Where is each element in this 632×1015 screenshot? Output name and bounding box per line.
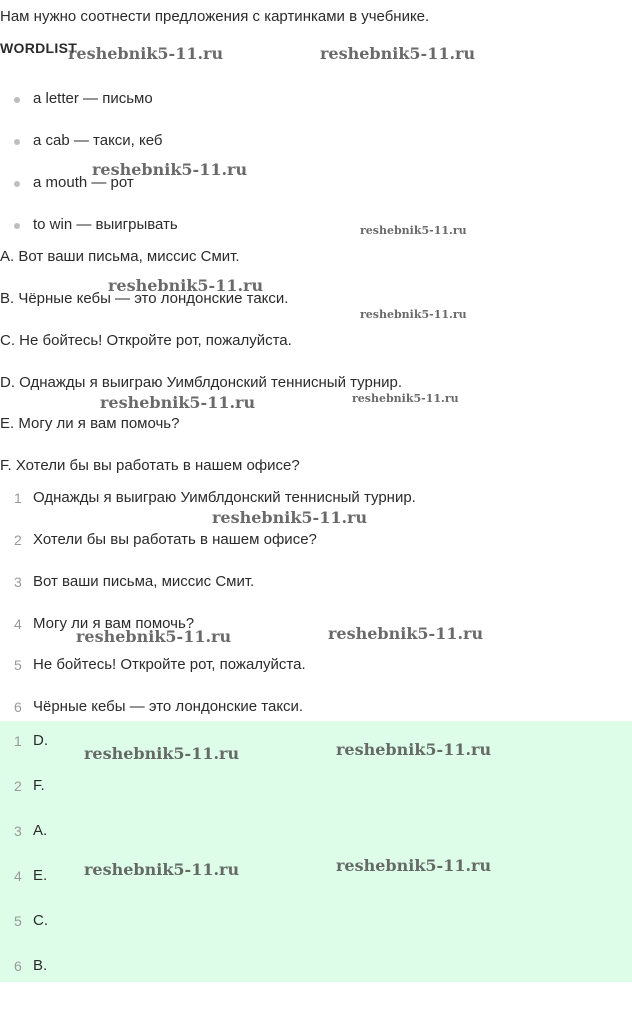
watermark: reshebnik5-11.ru [360,224,467,237]
sentence-text: Не бойтесь! Откройте рот, пожалуйста. [33,656,306,673]
watermark: reshebnik5-11.ru [100,393,256,412]
watermark: reshebnik5-11.ru [352,392,459,405]
sentence-number: 3 [14,574,22,590]
answer-number: 1 [14,733,22,749]
answer-text: A. [33,822,48,839]
sentence-number: 6 [14,699,22,715]
bullet-icon [14,97,20,103]
sentence-number: 1 [14,490,22,506]
picture-caption: B. Чёрные кебы — это лондонские такси. [0,290,289,307]
answer-text: C. [33,912,48,929]
sentence-text: Чёрные кебы — это лондонские такси. [33,698,304,715]
intro-text: Нам нужно соотнести предложения с картинками в учебнике. [0,8,430,25]
watermark: reshebnik5-11.ru [336,856,492,875]
wordlist-title: WORDLIST [0,40,78,56]
sentence-text: Хотели бы вы работать в нашем офисе? [33,531,317,548]
watermark: reshebnik5-11.ru [360,308,467,321]
sentence-number: 2 [14,532,22,548]
answer-text: D. [33,732,48,749]
sentence-text: Могу ли я вам помочь? [33,615,195,632]
watermark: reshebnik5-11.ru [92,160,248,179]
answer-text: E. [33,867,48,884]
answer-text: B. [33,957,48,974]
picture-caption: F. Хотели бы вы работать в нашем офисе? [0,457,300,474]
answer-number: 3 [14,823,22,839]
watermark: reshebnik5-11.ru [84,744,240,763]
sentence-text: Вот ваши письма, миссис Смит. [33,573,255,590]
watermark: reshebnik5-11.ru [328,624,484,643]
picture-caption: D. Однажды я выиграю Уимблдонский теннисный турнир. [0,374,403,391]
watermark: reshebnik5-11.ru [68,44,224,63]
picture-caption: E. Могу ли я вам помочь? [0,415,180,432]
picture-caption: A. Вот ваши письма, миссис Смит. [0,248,240,265]
answer-number: 4 [14,868,22,884]
answer-number: 2 [14,778,22,794]
wordlist-item: to win — выигрывать [33,216,178,233]
sentence-number: 5 [14,657,22,673]
bullet-icon [14,181,20,187]
sentence-text: Однажды я выиграю Уимблдонский теннисный турнир. [33,489,416,506]
sentence-number: 4 [14,616,22,632]
answer-text: F. [33,777,45,794]
wordlist-item: a cab — такси, кеб [33,132,163,149]
bullet-icon [14,223,20,229]
watermark: reshebnik5-11.ru [84,860,240,879]
watermark: reshebnik5-11.ru [336,740,492,759]
watermark: reshebnik5-11.ru [76,627,232,646]
answer-number: 5 [14,913,22,929]
wordlist-item: a letter — письмо [33,90,153,107]
picture-caption: C. Не бойтесь! Откройте рот, пожалуйста. [0,332,292,349]
watermark: reshebnik5-11.ru [212,508,368,527]
bullet-icon [14,139,20,145]
wordlist-item: a mouth — рот [33,174,134,191]
watermark: reshebnik5-11.ru [108,276,264,295]
answer-number: 6 [14,958,22,974]
watermark: reshebnik5-11.ru [320,44,476,63]
